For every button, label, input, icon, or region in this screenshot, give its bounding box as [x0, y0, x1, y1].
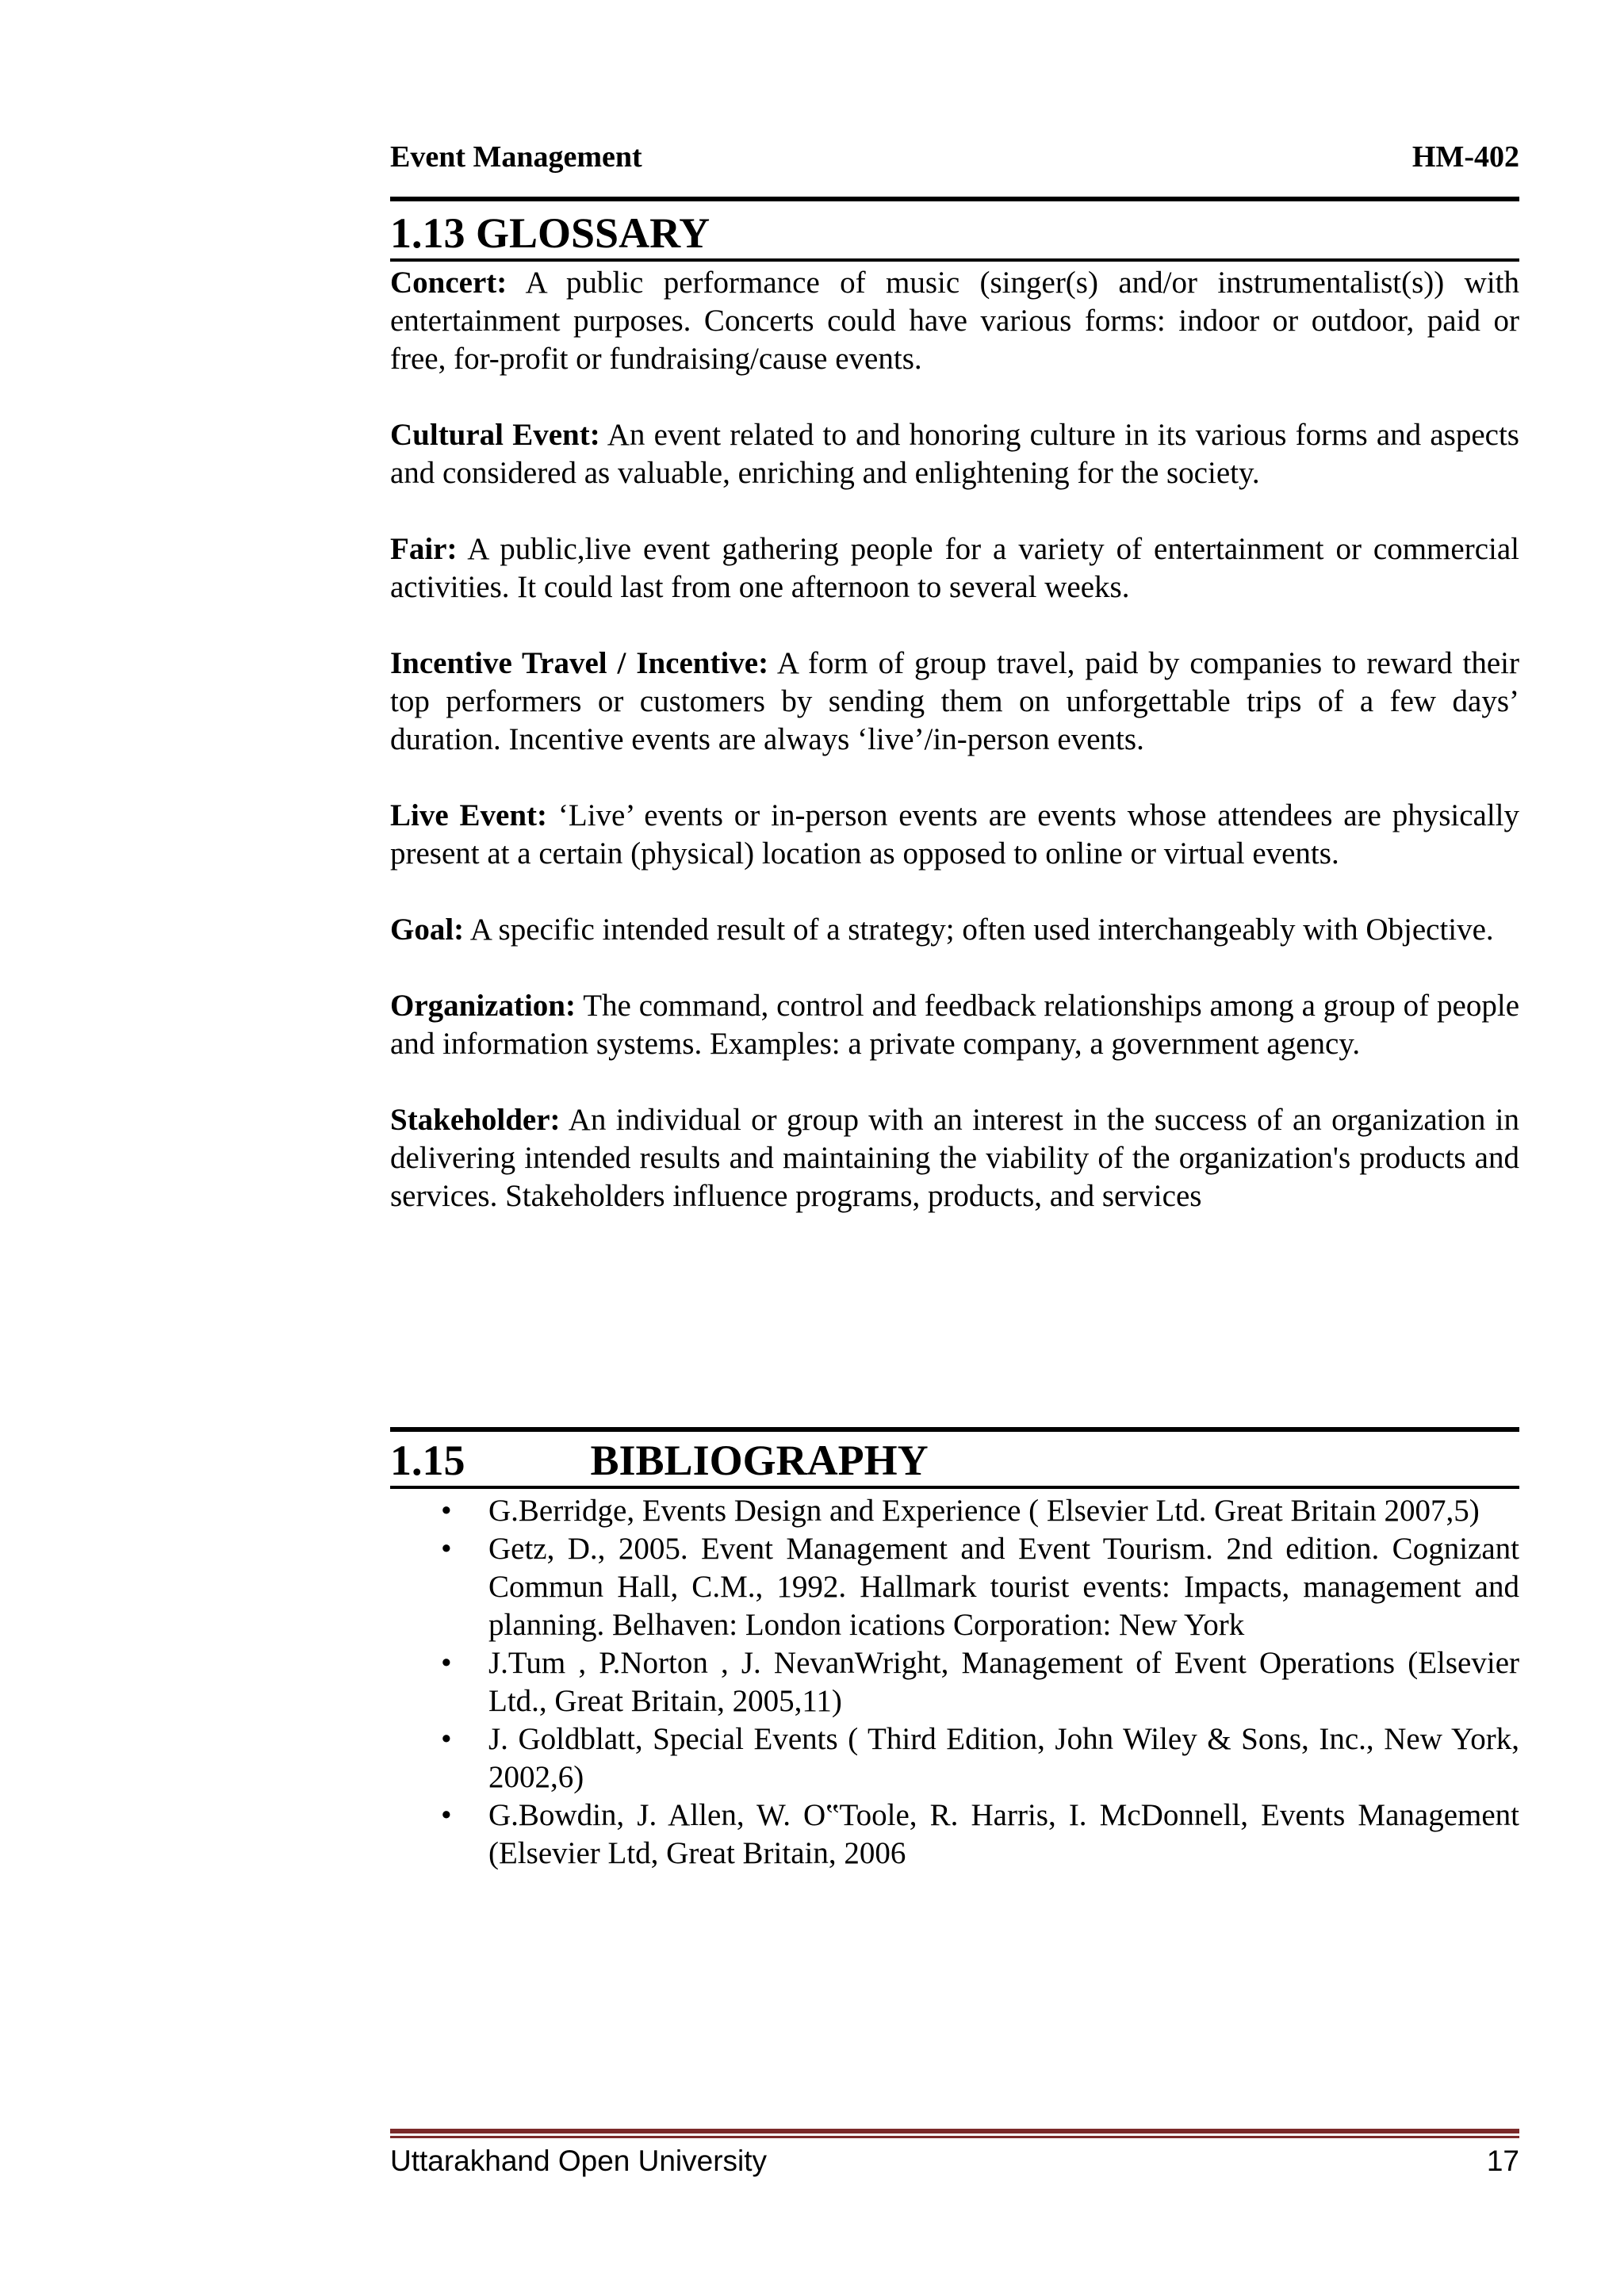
glossary-list — [390, 264, 1519, 1253]
bibliography-entry: G.Bowdin, J. Allen, W. O‟Toole, R. Harris, I. McDonnell, Events Management (Elsevier Ltd, Great Britain, 2006 — [488, 1798, 1519, 1870]
glossary-entry — [390, 645, 1519, 759]
page-footer — [390, 2142, 1519, 2180]
bibliography-number: 1.15 — [390, 1437, 465, 1484]
list-item — [390, 1644, 1519, 1720]
glossary-heading: 1.13 GLOSSARY — [390, 209, 710, 257]
glossary-term: Concert: — [390, 266, 508, 300]
glossary-term: Organization: — [390, 989, 576, 1023]
list-item — [390, 1797, 1519, 1873]
bibliography-top-rule — [390, 1427, 1519, 1432]
glossary-definition: A public,live event gathering people for a variety of entertainment or commercial activities. It could last from one afternoon to several weeks. — [390, 532, 1519, 604]
list-item — [390, 1530, 1519, 1644]
glossary-entry — [390, 987, 1519, 1063]
bullet-icon: • — [441, 1798, 452, 1832]
bibliography-entry: G.Berridge, Events Design and Experience ( Elsevier Ltd. Great Britain 2007,5) — [488, 1494, 1480, 1528]
glossary-term: Goal: — [390, 913, 465, 947]
glossary-definition: A public performance of music (singer(s) and/or instrumentalist(s)) with entertainment purposes. Concerts could have various forms: indoor or outdoor, paid or free, for-profit or fundraising/cause events. — [390, 266, 1519, 376]
glossary-definition: An individual or group with an interest in the success of an organization in delivering intended results and maintaining the viability of the organization's products and services. Stakeholders influence programs, products, and services — [390, 1103, 1519, 1213]
glossary-term: Cultural Event: — [390, 418, 600, 452]
bibliography-entry: J.Tum , P.Norton , J. NevanWright, Management of Event Operations (Elsevier Ltd., Great Britain, 2005,11) — [488, 1646, 1519, 1718]
footer-rule — [390, 2129, 1519, 2133]
bibliography-entry: Getz, D., 2005. Event Management and Event Tourism. 2nd edition. Cognizant Commun Hall, C.M., 1992. Hallmark tourist events: Impacts, management and planning. Belhaven: London ications Corporation: New York — [488, 1532, 1519, 1642]
bibliography-list — [390, 1492, 1519, 1873]
glossary-entry — [390, 530, 1519, 607]
glossary-entry — [390, 1101, 1519, 1215]
glossary-term: Stakeholder: — [390, 1103, 561, 1137]
footer-institution: Uttarakhand Open University — [390, 2145, 768, 2177]
list-item — [390, 1492, 1519, 1530]
glossary-entry — [390, 264, 1519, 378]
bibliography-entry: J. Goldblatt, Special Events ( Third Edition, John Wiley & Sons, Inc., New York, 2002,6) — [488, 1722, 1519, 1794]
bibliography-heading-rule — [390, 1486, 1519, 1489]
bibliography-title: BIBLIOGRAPHY — [590, 1437, 929, 1484]
header-rule — [390, 197, 1519, 201]
footer-rule-thin — [390, 2136, 1519, 2138]
bullet-icon: • — [441, 1646, 452, 1680]
bullet-icon: • — [441, 1532, 452, 1566]
page-number: 17 — [1486, 2145, 1519, 2177]
glossary-term: Fair: — [390, 532, 458, 566]
glossary-definition: The command, control and feedback relationships among a group of people and information systems. Examples: a private company, a government agency. — [390, 989, 1520, 1061]
glossary-term: Incentive Travel / Incentive: — [390, 646, 769, 680]
glossary-definition: A specific intended result of a strategy; often used interchangeably with Objective. — [469, 913, 1494, 947]
glossary-definition: ‘Live’ events or in-person events are events whose attendees are physically present at a certain (physical) location as opposed to online or virtual events. — [390, 798, 1520, 871]
glossary-term: Live Event: — [390, 798, 548, 832]
glossary-entry — [390, 911, 1519, 949]
course-code: HM-402 — [1411, 140, 1519, 174]
bullet-icon: • — [441, 1494, 452, 1528]
glossary-entry — [390, 797, 1519, 873]
bullet-icon: • — [441, 1722, 452, 1756]
glossary-definition: A form of group travel, paid by companies to reward their top performers or customers by sending them on unforgettable trips of a few days’ duration. Incentive events are always ‘live’/in-person events. — [390, 646, 1519, 756]
glossary-heading-rule — [390, 258, 1519, 262]
course-title: Event Management — [390, 140, 642, 174]
glossary-entry — [390, 416, 1519, 492]
glossary-definition: An event related to and honoring culture in its various forms and aspects and considered as valuable, enriching and enlightening for the society. — [390, 418, 1519, 490]
running-header — [390, 136, 1519, 178]
list-item — [390, 1720, 1519, 1797]
bibliography-heading — [390, 1435, 929, 1486]
